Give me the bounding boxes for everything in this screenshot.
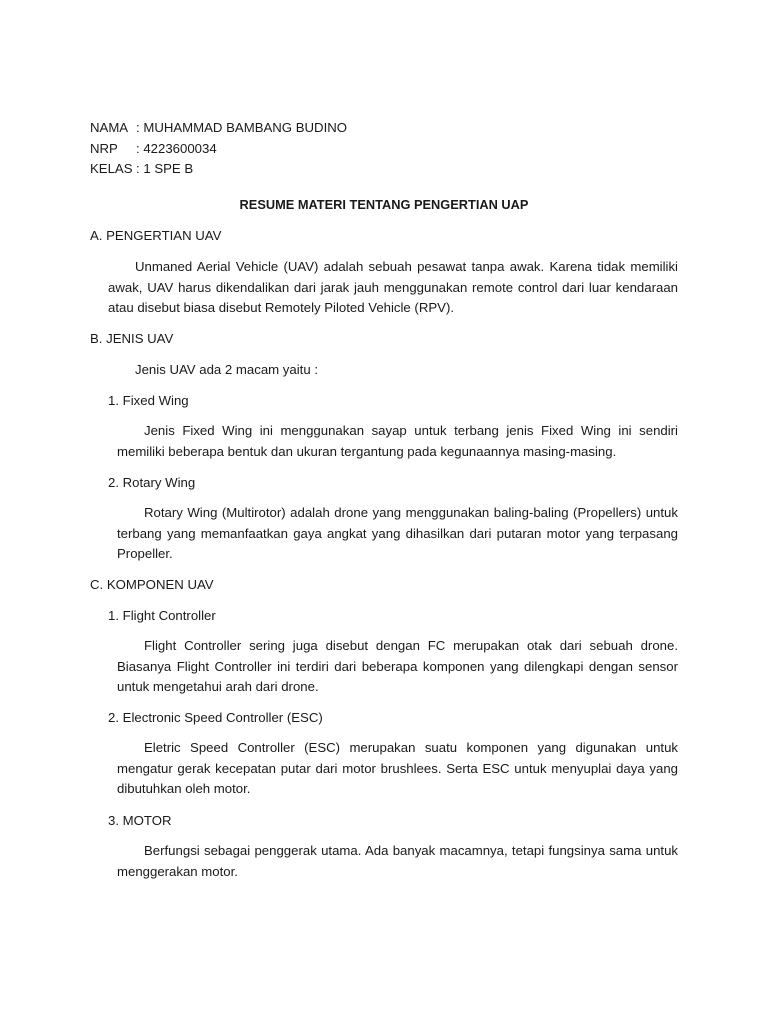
kelas-value: : 1 SPE B	[136, 161, 194, 176]
nama-label: NAMA	[90, 120, 129, 135]
section-c-item-2-text: Eletric Speed Controller (ESC) merupakan suatu komponen yang digunakan untuk mengatur gerak kecepatan putar dari motor brushlees. Serta ESC untuk menyuplai daya yang dibutuhkan oleh motor.	[117, 740, 678, 797]
section-c-item-3-text: Berfungsi sebagai penggerak utama. Ada banyak macamnya, tetapi fungsinya sama untuk menggerakan motor.	[117, 843, 678, 879]
nrp-value: : 4223600034	[136, 141, 217, 156]
nama-value: : MUHAMMAD BAMBANG BUDINO	[136, 120, 348, 135]
kelas-label: KELAS	[90, 161, 133, 176]
section-b-item-2-title: 2. Rotary Wing	[108, 475, 196, 490]
section-b-item-1-text: Jenis Fixed Wing ini menggunakan sayap untuk terbang jenis Fixed Wing ini sendiri memiliki beberapa bentuk dan ukuran tergantung pada kegunaannya masing-masing.	[117, 423, 678, 459]
section-b-heading: B. JENIS UAV	[90, 331, 174, 346]
nrp-label: NRP	[90, 141, 118, 156]
section-a-paragraph: Unmaned Aerial Vehicle (UAV) adalah sebuah pesawat tanpa awak. Karena tidak memiliki awak, UAV harus dikendalikan dari jarak jauh menggunakan remote control dari luar kendaraan atau disebut biasa disebut Remotely Piloted Vehicle (RPV).	[108, 259, 678, 316]
section-c-item-2-title: 2. Electronic Speed Controller (ESC)	[108, 710, 323, 725]
section-b-intro: Jenis UAV ada 2 macam yaitu :	[135, 362, 318, 377]
section-b-item-2-text: Rotary Wing (Multirotor) adalah drone yang menggunakan baling-baling (Propellers) untuk terbang yang memanfaatkan gaya angkat yang dihasilkan dari putaran motor yang terpasang Propeller.	[117, 505, 678, 562]
section-c-heading: C. KOMPONEN UAV	[90, 577, 214, 592]
document-title: RESUME MATERI TENTANG PENGERTIAN UAP	[239, 197, 529, 212]
section-c-item-1-title: 1. Flight Controller	[108, 608, 216, 623]
section-c-item-1-text: Flight Controller sering juga disebut dengan FC merupakan otak dari sebuah drone. Biasanya Flight Controller ini terdiri dari beberapa komponen yang dilengkapi dengan sensor untuk mengetahui arah dari drone.	[117, 638, 678, 695]
section-b-item-1-title: 1. Fixed Wing	[108, 393, 189, 408]
section-c-item-3-title: 3. MOTOR	[108, 813, 172, 828]
section-a-heading: A. PENGERTIAN UAV	[90, 228, 222, 243]
